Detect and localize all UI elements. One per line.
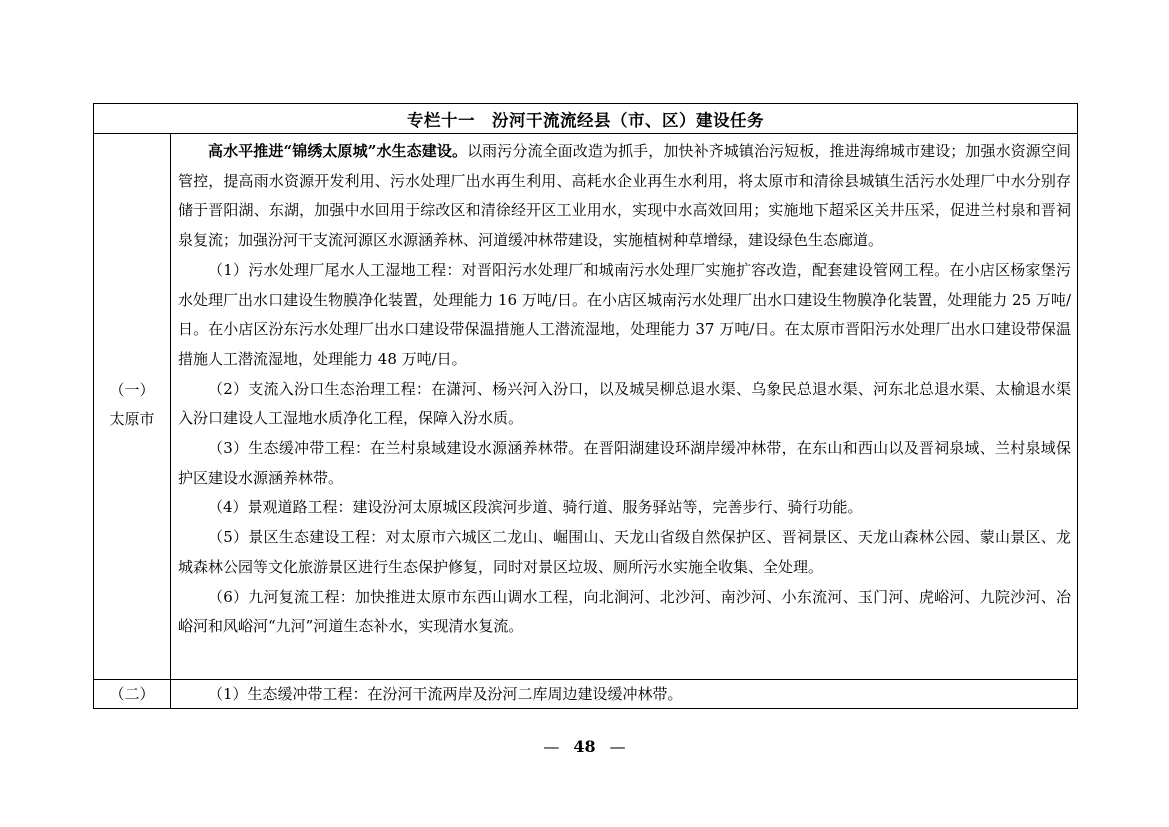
column-divider — [170, 133, 171, 709]
footer-dash-left: — — [543, 737, 560, 756]
row-label-number: （一） — [109, 381, 155, 399]
intro-text: 以雨污分流全面改造为抓手，加快补齐城镇治污短板，推进海绵城市建设；加强水资源空间管控，提高雨水资源开发利用、污水处理厂出水再生利用、高耗水企业再生水利用，将太原市和清徐县城镇生活污水处理厂中水分别存储于晋阳湖、东湖，加强中水回用于综改区和清徐经开区工业用水，实现中水高效回用；实施地下超采区关井压采，促进兰村泉和晋祠泉复流；加强汾河干支流河源区水源涵养林、河道缓冲林带建设，实施植树种草增绿，建设绿色生态廊道。 — [178, 142, 1071, 250]
task-item-6: （6）九河复流工程：加快推进太原市东西山调水工程，向北涧河、北沙河、南沙河、小东流河、玉门河、虎峪河、九院沙河、冶峪河和风峪河“九河”河道生态补水，实现清水复流。 — [178, 587, 1071, 636]
task-item-4: （4）景观道路工程：建设汾河太原城区段滨河步道、骑行道、服务驿站等，完善步行、骑行功能。 — [208, 498, 863, 517]
row-label-taiyuan — [94, 376, 170, 434]
intro-paragraph — [178, 137, 1071, 256]
task-item-2: （2）支流入汾口生态治理工程：在潇河、杨兴河入汾口，以及城吴柳总退水渠、乌象民总退水渠、河东北总退水渠、太榆退水渠入汾口建设人工湿地水质净化工程，保障入汾水质。 — [178, 379, 1071, 428]
row-content-taiyuan — [178, 137, 1071, 642]
task-item-3: （3）生态缓冲带工程：在兰村泉域建设水源涵养林带。在晋阳湖建设环湖岸缓冲林带，在东山和西山以及晋祠泉域、兰村泉域保护区建设水源涵养林带。 — [178, 439, 1071, 487]
page-number: 48 — [573, 737, 596, 756]
footer-dash-right: — — [609, 737, 626, 756]
row-label-city: 太原市 — [109, 410, 155, 428]
task-item-second-1: （1）生态缓冲带工程：在汾河干流两岸及汾河二库周边建设缓冲林带。 — [208, 685, 683, 703]
row-content-second — [178, 680, 1071, 709]
page-footer — [0, 737, 1169, 756]
intro-bold-heading: 高水平推进“锦绣太原城”水生态建设。 — [208, 142, 468, 160]
task-table — [93, 103, 1078, 709]
table-title: 专栏十一 汾河干流流经县（市、区）建设任务 — [94, 104, 1077, 134]
task-item-5: （5）景区生态建设工程：对太原市六城区二龙山、崛围山、天龙山省级自然保护区、晋祠景区、天龙山森林公园、蒙山景区、龙城森林公园等文化旅游景区进行生态保护修复，同时对景区垃圾、厕所污水实施全收集、全处理。 — [178, 528, 1071, 576]
row-label-second: （二） — [109, 685, 155, 703]
task-item-1: （1）污水处理厂尾水人工湿地工程：对晋阳污水处理厂和城南污水处理厂实施扩容改造，配套建设管网工程。在小店区杨家堡污水处理厂出水口建设生物膜净化装置，处理能力 16 万吨/日。在小店区城南污水处理厂出水口建设生物膜净化装置，处理能力 25 万吨/日。在小店区汾东污水处理厂出水口建设带保温措施人工潜流湿地，处理能力 37 万吨/日。在太原市晋阳污水处理厂出水口建设带保温措施人工潜流湿地，处理能力 48 万吨/日。 — [178, 260, 1071, 368]
